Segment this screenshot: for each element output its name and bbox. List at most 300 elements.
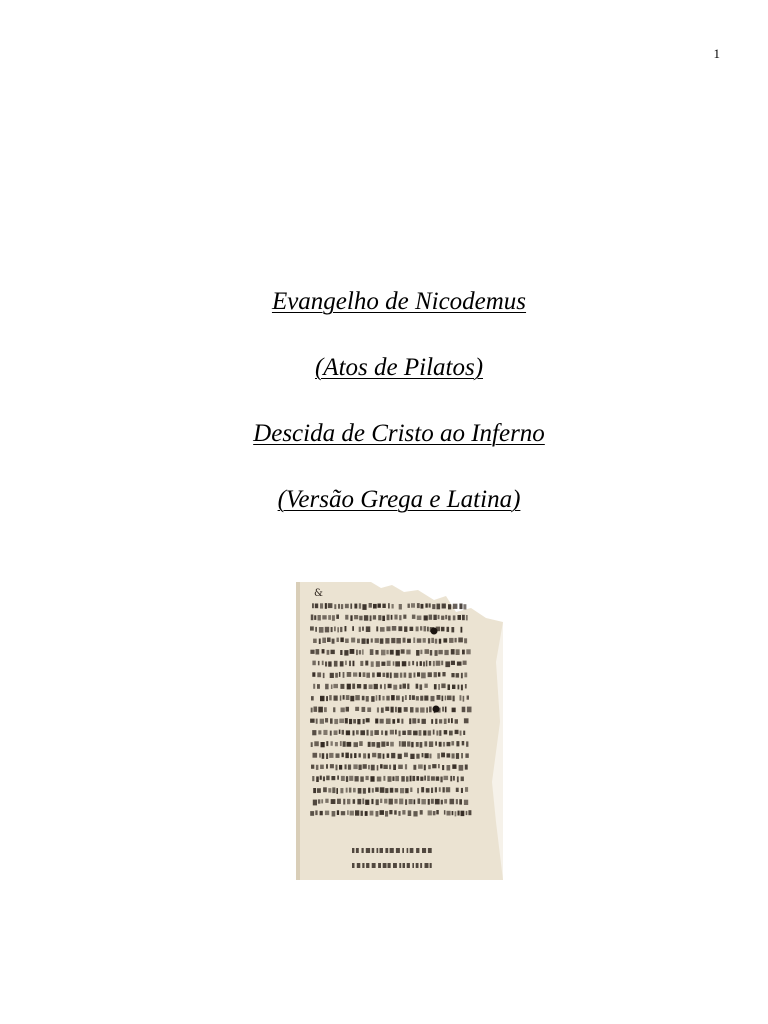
manuscript-glyph [320,811,323,815]
manuscript-glyph [428,848,432,853]
manuscript-glyph [460,695,462,700]
manuscript-glyph [418,719,420,723]
manuscript-glyph [317,684,320,689]
manuscript-glyph [436,810,439,814]
manuscript-glyph [376,695,378,701]
manuscript-glyph [395,788,399,792]
manuscript-glyph [394,810,397,814]
manuscript-glyph [407,848,409,853]
manuscript-glyph [417,616,422,621]
manuscript-glyph [401,649,405,653]
manuscript-glyph [425,753,429,758]
manuscript-glyph [388,684,392,688]
manuscript-glyph [437,695,441,700]
manuscript-glyph [366,673,370,678]
manuscript-glyph [398,765,403,769]
manuscript-glyph [325,718,328,722]
manuscript-glyph [438,684,440,690]
manuscript-glyph [366,718,370,722]
manuscript-glyph [448,616,451,621]
manuscript-glyph [403,863,406,868]
manuscript-glyph [369,684,373,689]
manuscript-glyph [435,639,437,644]
manuscript-glyph [375,638,379,643]
manuscript-glyph [396,638,401,644]
manuscript-glyph [334,730,338,735]
manuscript-glyph [425,863,429,868]
manuscript-glyph [311,765,314,769]
manuscript-glyph [413,731,418,736]
manuscript-glyph [400,673,402,678]
manuscript-glyph [316,719,318,724]
manuscript-glyph [443,787,445,792]
manuscript-glyph [312,776,314,781]
manuscript-glyph [455,638,457,643]
manuscript-glyph [461,673,463,679]
manuscript-glyph [399,799,403,805]
manuscript-glyph [354,753,356,758]
manuscript-glyph [363,753,366,758]
manuscript-glyph [333,684,338,688]
manuscript-glyph [326,741,328,746]
manuscript-glyph [331,799,336,804]
manuscript-image [296,582,503,880]
manuscript-glyph [365,811,368,816]
manuscript-glyph [383,776,385,781]
manuscript-glyph [336,615,339,619]
manuscript-glyph [418,799,421,804]
manuscript-glyph [408,604,410,608]
manuscript-glyph [411,603,415,608]
manuscript-glyph [416,754,419,759]
manuscript-glyph [391,695,395,700]
manuscript-glyph [398,754,402,759]
manuscript-glyph [372,848,375,853]
manuscript-glyph [448,719,450,723]
manuscript-glyph [390,742,394,747]
manuscript-glyph [370,730,373,736]
manuscript-glyph [328,603,333,608]
manuscript-glyph [313,684,315,689]
manuscript-glyph [390,788,394,793]
manuscript-glyph [391,615,393,620]
manuscript-glyph [384,684,386,689]
manuscript-glyph [450,799,455,805]
manuscript-glyph [347,799,350,804]
manuscript-glyph [426,707,428,712]
manuscript-glyph [345,639,349,644]
manuscript-glyph [439,787,441,792]
manuscript-glyph [446,787,450,792]
manuscript-glyph [447,696,452,701]
manuscript-glyph [377,765,379,770]
manuscript-glyph [416,863,419,868]
manuscript-glyph [410,776,412,782]
manuscript-glyph [416,650,419,656]
manuscript-glyph [463,604,466,609]
manuscript-glyph [363,764,367,769]
manuscript-glyph [395,707,397,712]
manuscript-glyph [431,776,435,780]
manuscript-glyph [360,776,364,781]
manuscript-glyph [423,662,425,667]
manuscript-glyph [371,765,375,771]
manuscript-glyph [444,810,446,814]
manuscript-glyph [466,615,468,620]
manuscript-glyph [420,742,423,748]
manuscript-glyph [321,799,323,803]
manuscript-glyph [357,719,360,724]
manuscript-glyph [396,848,400,853]
manuscript-glyph [424,765,426,771]
manuscript-glyph [340,638,343,643]
manuscript-glyph [340,627,342,632]
manuscript-glyph [353,799,356,804]
manuscript-glyph [402,741,407,746]
manuscript-glyph [391,638,395,643]
manuscript-glyph [377,777,382,782]
manuscript-glyph [407,730,411,735]
manuscript-glyph [456,788,459,792]
manuscript-glyph [431,799,434,804]
manuscript-glyph [353,672,357,676]
manuscript-glyph [353,788,356,793]
manuscript-glyph [371,661,374,667]
manuscript-glyph [394,673,399,678]
manuscript-glyph [381,708,384,713]
manuscript-glyph [424,626,427,631]
manuscript-glyph [372,788,374,793]
manuscript-glyph [451,649,455,654]
manuscript-glyph [416,696,419,700]
manuscript-glyph [330,731,332,736]
manuscript-glyph [416,627,419,632]
manuscript-glyph [412,695,415,700]
manuscript-glyph [416,776,419,781]
manuscript-glyph [451,673,454,677]
manuscript-glyph [424,615,428,620]
manuscript-glyph [382,604,385,608]
manuscript-glyph [420,684,423,690]
manuscript-glyph [347,742,352,747]
manuscript-glyph [426,788,430,793]
manuscript-glyph [409,673,412,678]
manuscript-glyph [375,787,379,792]
manuscript-glyph [419,730,422,736]
manuscript-glyph [429,603,431,607]
manuscript-glyph [429,741,433,747]
manuscript-glyph [459,604,462,610]
manuscript-glyph [376,811,379,817]
manuscript-glyph [433,811,436,815]
manuscript-glyph [441,684,445,689]
manuscript-glyph [362,604,366,610]
manuscript-glyph [353,764,357,769]
manuscript-glyph [365,800,369,805]
manuscript-glyph [345,661,347,666]
manuscript-glyph [412,615,416,619]
manuscript-glyph [328,788,331,793]
manuscript-glyph [353,719,356,723]
manuscript-glyph [417,603,420,608]
manuscript-glyph [384,799,387,804]
manuscript-glyph [310,811,314,816]
manuscript-glyph [312,603,314,608]
manuscript-glyph [375,719,378,724]
manuscript-glyph [357,799,361,805]
manuscript-glyph [457,662,462,666]
manuscript-glyph [386,626,390,631]
manuscript-glyph [412,776,415,781]
manuscript-glyph [404,753,408,758]
manuscript-glyph [389,765,391,770]
manuscript-glyph [398,626,402,631]
manuscript-glyph [424,696,428,701]
manuscript-glyph [381,730,383,735]
manuscript-glyph [393,765,396,771]
manuscript-glyph [325,799,328,803]
manuscript-glyph [420,650,422,654]
manuscript-glyph [437,753,440,759]
manuscript-glyph [409,718,411,724]
manuscript-glyph [345,718,348,723]
manuscript-glyph [416,848,419,853]
manuscript-glyph [462,650,465,655]
manuscript-glyph [431,638,434,643]
manuscript-glyph [423,638,426,643]
manuscript-glyph [352,626,354,631]
manuscript-glyph [319,639,321,645]
manuscript-glyph [401,776,405,782]
manuscript-glyph [373,604,377,609]
manuscript-glyph [354,604,357,609]
manuscript-glyph [334,696,338,701]
manuscript-glyph [355,810,359,815]
manuscript-glyph [445,696,447,701]
manuscript-glyph [363,788,366,794]
manuscript-glyph [410,627,414,631]
manuscript-glyph [441,616,444,620]
manuscript-glyph [430,650,432,656]
manuscript-glyph [428,810,432,815]
manuscript-glyph [403,684,407,689]
manuscript-glyph [372,863,376,868]
manuscript-glyph [378,753,382,758]
manuscript-glyph [442,672,445,676]
manuscript-glyph [403,638,406,643]
manuscript-glyph [390,673,392,679]
manuscript-glyph [399,604,402,610]
manuscript-glyph [378,615,381,620]
manuscript-glyph [445,661,450,667]
manuscript-glyph [334,604,336,609]
manuscript-glyph [359,603,361,608]
manuscript-glyph [325,662,327,667]
manuscript-glyph [320,776,322,780]
manuscript-glyph [453,696,455,702]
manuscript-glyph [452,811,454,815]
manuscript-glyph [362,649,364,654]
manuscript-glyph [342,753,344,758]
manuscript-glyph [311,696,314,700]
manuscript-glyph [422,719,426,724]
manuscript-glyph [452,764,456,769]
manuscript-glyph [405,799,407,805]
manuscript-glyph [462,707,466,713]
manuscript-glyph [409,799,413,804]
manuscript-glyph [463,696,465,702]
manuscript-glyph [441,753,445,758]
manuscript-glyph [340,741,342,746]
manuscript-glyph [380,764,383,768]
manuscript-glyph [357,684,361,688]
manuscript-glyph [458,615,462,620]
manuscript-glyph [395,776,399,781]
manuscript-glyph [341,604,343,609]
manuscript-glyph [427,627,429,632]
manuscript-glyph [334,627,336,632]
manuscript-glyph [433,730,435,735]
manuscript-glyph [350,753,352,758]
manuscript-glyph [349,788,352,793]
manuscript-glyph [331,741,333,746]
manuscript-glyph [429,707,432,713]
manuscript-glyph [366,848,370,853]
manuscript-glyph [448,684,451,690]
manuscript-glyph [431,788,433,793]
manuscript-glyph [382,616,385,621]
manuscript-glyph [359,765,362,770]
manuscript-glyph [457,776,459,782]
manuscript-glyph [359,753,361,757]
manuscript-glyph [372,742,376,747]
manuscript-glyph [453,615,456,620]
manuscript-glyph [402,696,404,702]
manuscript-glyph [346,695,350,700]
manuscript-glyph [390,650,394,655]
manuscript-glyph [440,777,442,783]
manuscript-glyph [359,616,362,621]
manuscript-glyph [434,684,437,689]
manuscript-glyph [349,776,353,781]
manuscript-glyph [417,788,419,793]
manuscript-glyph [460,731,462,736]
manuscript-glyph [395,730,397,735]
manuscript-glyph [451,627,454,632]
manuscript-glyph [368,742,371,747]
manuscript-glyph [407,639,411,643]
manuscript-glyph [461,777,464,782]
manuscript-glyph [336,753,340,758]
manuscript-glyph [376,661,380,667]
manuscript-glyph [432,604,435,609]
manuscript-glyph [385,788,388,793]
manuscript-glyph [452,753,455,758]
manuscript-glyph [337,776,339,780]
manuscript-glyph [372,753,376,758]
manuscript-glyph [449,638,453,643]
manuscript-glyph [366,626,371,632]
manuscript-glyph [362,638,366,644]
manuscript-glyph [462,741,465,745]
manuscript-glyph [322,649,325,653]
manuscript-glyph [331,627,333,632]
manuscript-glyph [330,718,333,723]
manuscript-glyph [347,672,352,677]
manuscript-glyph [392,604,394,609]
manuscript-glyph [383,673,386,677]
title-line-4: (Versão Grega e Latina) [277,486,521,513]
manuscript-glyph [439,742,442,747]
manuscript-glyph [339,672,341,677]
manuscript-glyph [316,776,319,782]
manuscript-glyph [453,604,458,609]
manuscript-glyph [376,626,378,631]
manuscript-glyph [352,863,355,868]
manuscript-glyph [417,638,422,642]
manuscript-glyph [402,810,405,815]
manuscript-glyph [421,787,424,792]
manuscript-glyph [374,684,378,689]
manuscript-glyph [386,742,389,746]
manuscript-glyph [434,672,437,677]
manuscript-glyph [359,672,361,677]
manuscript-glyph [386,696,389,701]
manuscript-glyph [357,639,360,644]
manuscript-glyph [322,661,324,665]
manuscript-glyph [438,615,440,619]
manuscript-glyph [409,695,411,700]
manuscript-glyph [354,742,359,747]
manuscript-glyph [356,650,358,655]
manuscript-glyph [456,673,460,678]
manuscript-glyph [453,776,455,781]
manuscript-glyph [312,730,316,735]
manuscript-glyph [431,719,433,724]
manuscript-glyph [366,776,369,780]
manuscript-glyph [404,707,408,712]
manuscript-glyph [424,776,426,781]
manuscript-glyph [465,684,467,689]
manuscript-glyph [339,765,342,770]
manuscript-glyph [466,649,470,654]
manuscript-glyph [329,695,332,700]
manuscript-glyph [319,753,321,757]
manuscript-glyph [345,764,347,769]
manuscript-glyph [420,707,425,712]
manuscript-glyph [464,718,469,723]
manuscript-glyph [312,661,315,666]
manuscript-glyph [319,627,324,633]
manuscript-glyph [310,719,315,723]
manuscript-glyph [435,741,437,745]
manuscript-glyph [423,730,426,735]
manuscript-glyph [341,708,345,713]
manuscript-glyph [445,707,447,713]
manuscript-glyph [388,776,392,782]
manuscript-glyph [332,787,335,793]
manuscript-glyph [407,863,410,868]
manuscript-glyph [455,719,458,724]
manuscript-glyph [441,661,443,666]
manuscript-glyph [389,810,392,814]
manuscript-glyph [359,627,361,632]
manuscript-glyph [364,615,368,621]
manuscript-glyph [463,661,467,665]
manuscript-glyph [370,811,374,816]
manuscript-glyph [380,848,384,853]
manuscript-glyph [326,753,328,759]
